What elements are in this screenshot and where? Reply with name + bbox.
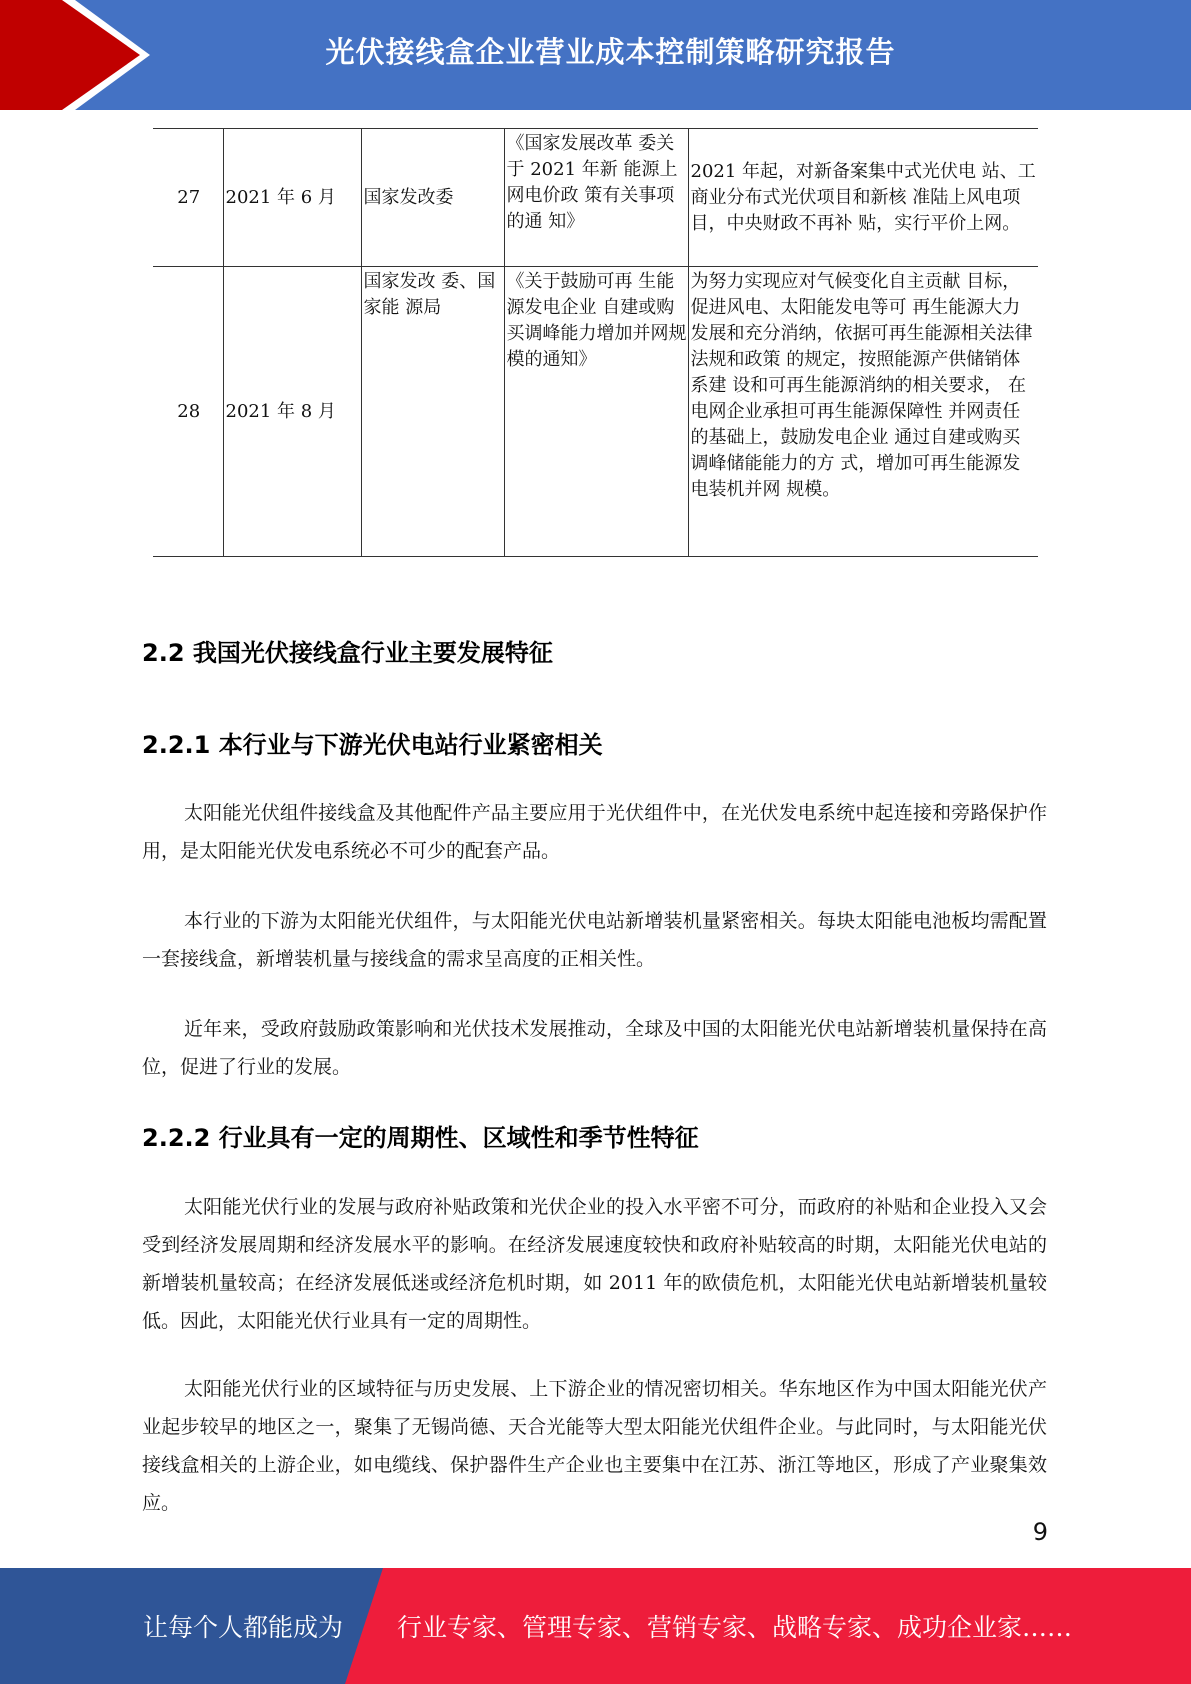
- page-header: [0, 0, 1191, 110]
- row-date: 2021 年 6 月: [223, 129, 361, 267]
- row-department: 国家发改 委、国家能 源局: [361, 267, 504, 557]
- row-content: 2021 年起，对新备案集中式光伏电 站、工商业分布式光伏项目和新核 准陆上风电项目，中央财政不再补 贴，实行平价上网。: [688, 129, 1038, 267]
- table-row: [153, 129, 1038, 267]
- policy-table: [153, 128, 1038, 557]
- paragraph: 本行业的下游为太阳能光伏组件，与太阳能光伏电站新增装机量紧密相关。每块太阳能电池板均需配置一套接线盒，新增装机量与接线盒的需求呈高度的正相关性。: [142, 910, 1047, 970]
- row-number: 28: [153, 267, 223, 557]
- footer-slogan-right: 行业专家、管理专家、营销专家、战略专家、成功企业家……: [397, 1613, 1073, 1642]
- paragraph: 太阳能光伏组件接线盒及其他配件产品主要应用于光伏组件中，在光伏发电系统中起连接和旁路保护作用，是太阳能光伏发电系统必不可少的配套产品。: [142, 802, 1047, 862]
- table-row: [153, 267, 1038, 557]
- section-heading-2-2: 2.2 我国光伏接线盒行业主要发展特征: [142, 639, 553, 667]
- row-date: 2021 年 8 月: [223, 267, 361, 557]
- section-heading-2-2-2: 2.2.2 行业具有一定的周期性、区域性和季节性特征: [142, 1124, 699, 1152]
- paragraph: 太阳能光伏行业的区域特征与历史发展、上下游企业的情况密切相关。华东地区作为中国太阳能光伏产业起步较早的地区之一，聚集了无锡尚德、天合光能等大型太阳能光伏组件企业。与此同时，与太阳能光伏接线盒相关的上游企业，如电缆线、保护器件生产企业也主要集中在江苏、浙江等地区，形成了产业聚集效应。: [142, 1378, 1047, 1514]
- row-number: 27: [153, 129, 223, 267]
- paragraph: 近年来，受政府鼓励政策影响和光伏技术发展推动，全球及中国的太阳能光伏电站新增装机量保持在高位，促进了行业的发展。: [142, 1018, 1047, 1078]
- row-document: 《关于鼓励可再 生能源发电企业 自建或购买调峰能力增加并网规 模的通知》: [504, 267, 688, 557]
- row-document: 《国家发展改革 委关于 2021 年新 能源上网电价政 策有关事项的通 知》: [504, 129, 688, 267]
- report-title: 光伏接线盒企业营业成本控制策略研究报告: [325, 35, 896, 69]
- paragraph: 太阳能光伏行业的发展与政府补贴政策和光伏企业的投入水平密不可分，而政府的补贴和企业投入又会受到经济发展周期和经济发展水平的影响。在经济发展速度较快和政府补贴较高的时期，太阳能光伏电站的新增装机量较高；在经济发展低迷或经济危机时期，如 2011 年的欧债危机，太阳能光伏电站新增装机量较低。因此，太阳能光伏行业具有一定的周期性。: [142, 1196, 1047, 1332]
- row-content: 为努力实现应对气候变化自主贡献 目标，促进风电、太阳能发电等可 再生能源大力发展和充分消纳，依据可再生能源相关法律法规和政策 的规定，按照能源产供储销体系建 设和可再生能源消纳的相关要求， 在电网企业承担可再生能源保障性 并网责任的基础上，鼓励发电企业 通过自建或购买调峰储能能力的方 式，增加可再生能源发电装机并网 规模。: [688, 267, 1038, 557]
- page-number: 9: [1032, 1518, 1048, 1546]
- row-department: 国家发改委: [361, 129, 504, 267]
- footer-slogan-left: 让每个人都能成为: [143, 1613, 344, 1642]
- section-heading-2-2-1: 2.2.1 本行业与下游光伏电站行业紧密相关: [142, 731, 603, 759]
- page-footer: [0, 1568, 1191, 1684]
